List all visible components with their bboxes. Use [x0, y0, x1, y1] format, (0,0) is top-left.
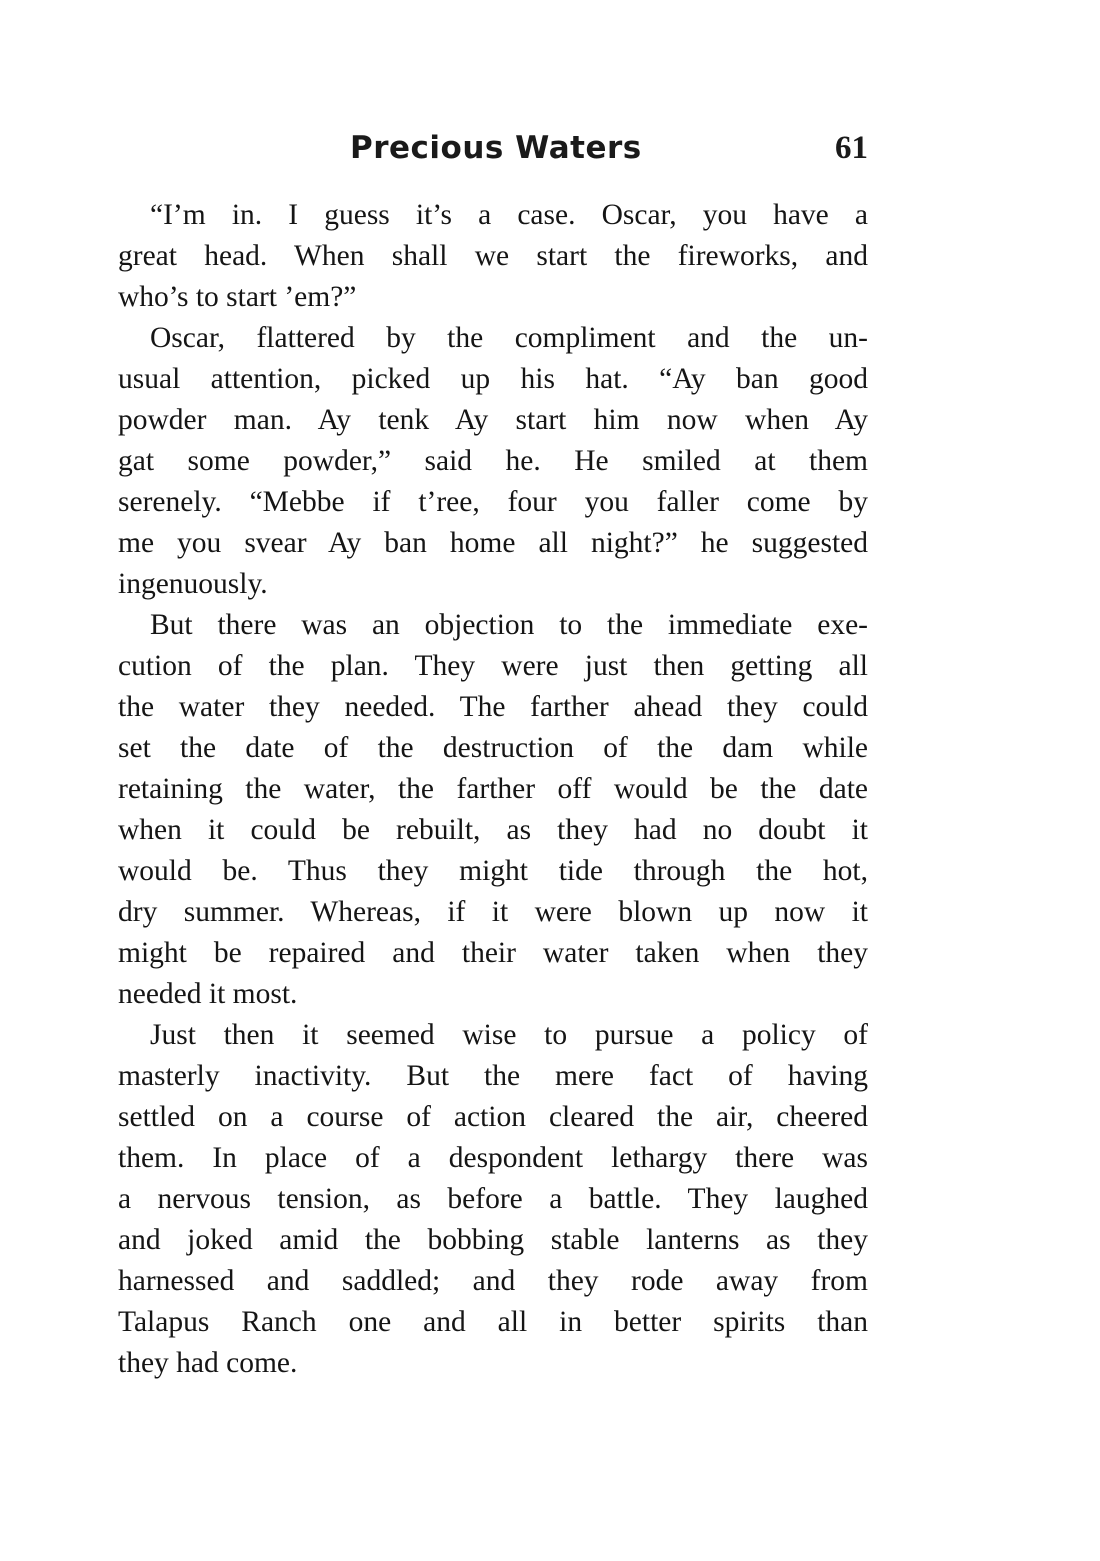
text-line: usual attention, picked up his hat. “Ay ban good [118, 363, 868, 395]
paragraph-2 [118, 318, 868, 605]
text-line: the water they needed. The farther ahead they could [118, 691, 868, 723]
text-line: great head. When shall we start the fireworks, and [118, 240, 868, 272]
text-line: who’s to start ’em?” [118, 281, 357, 313]
page-number: 61 [835, 130, 868, 166]
text-line: dry summer. Whereas, if it were blown up now it [118, 896, 868, 928]
paragraph-3 [118, 605, 868, 1015]
text-line: settled on a course of action cleared the air, cheered [118, 1101, 868, 1133]
text-line: and joked amid the bobbing stable lanterns as they [118, 1224, 868, 1256]
text-line: But there was an objection to the immediate exe- [150, 609, 868, 641]
text-line: Talapus Ranch one and all in better spirits than [118, 1306, 868, 1338]
paragraph-4 [118, 1015, 868, 1384]
text-line: gat some powder,” said he. He smiled at them [118, 445, 868, 477]
text-line: would be. Thus they might tide through the hot, [118, 855, 868, 887]
text-line: Just then it seemed wise to pursue a policy of [150, 1019, 868, 1051]
text-line: masterly inactivity. But the mere fact of having [118, 1060, 868, 1092]
running-title: Precious Waters [350, 130, 642, 166]
text-line: Oscar, flattered by the compliment and the un- [150, 322, 868, 354]
text-line: set the date of the destruction of the dam while [118, 732, 868, 764]
text-line: them. In place of a despondent lethargy there was [118, 1142, 868, 1174]
text-line: powder man. Ay tenk Ay start him now when Ay [118, 404, 868, 436]
text-line: retaining the water, the farther off would be the date [118, 773, 868, 805]
text-line: might be repaired and their water taken when they [118, 937, 868, 969]
text-line: when it could be rebuilt, as they had no doubt it [118, 814, 868, 846]
body-text [118, 195, 868, 1384]
text-line: me you svear Ay ban home all night?” he suggested [118, 527, 868, 559]
text-line: a nervous tension, as before a battle. They laughed [118, 1183, 868, 1215]
text-line: they had come. [118, 1347, 298, 1379]
text-line: harnessed and saddled; and they rode away from [118, 1265, 868, 1297]
text-line: ingenuously. [118, 568, 268, 600]
text-line: needed it most. [118, 978, 298, 1010]
text-line: cution of the plan. They were just then getting all [118, 650, 868, 682]
running-head [118, 130, 868, 180]
paragraph-1 [118, 195, 868, 318]
text-line: “I’m in. I guess it’s a case. Oscar, you have a [150, 199, 868, 231]
text-line: serenely. “Mebbe if t’ree, four you faller come by [118, 486, 868, 518]
